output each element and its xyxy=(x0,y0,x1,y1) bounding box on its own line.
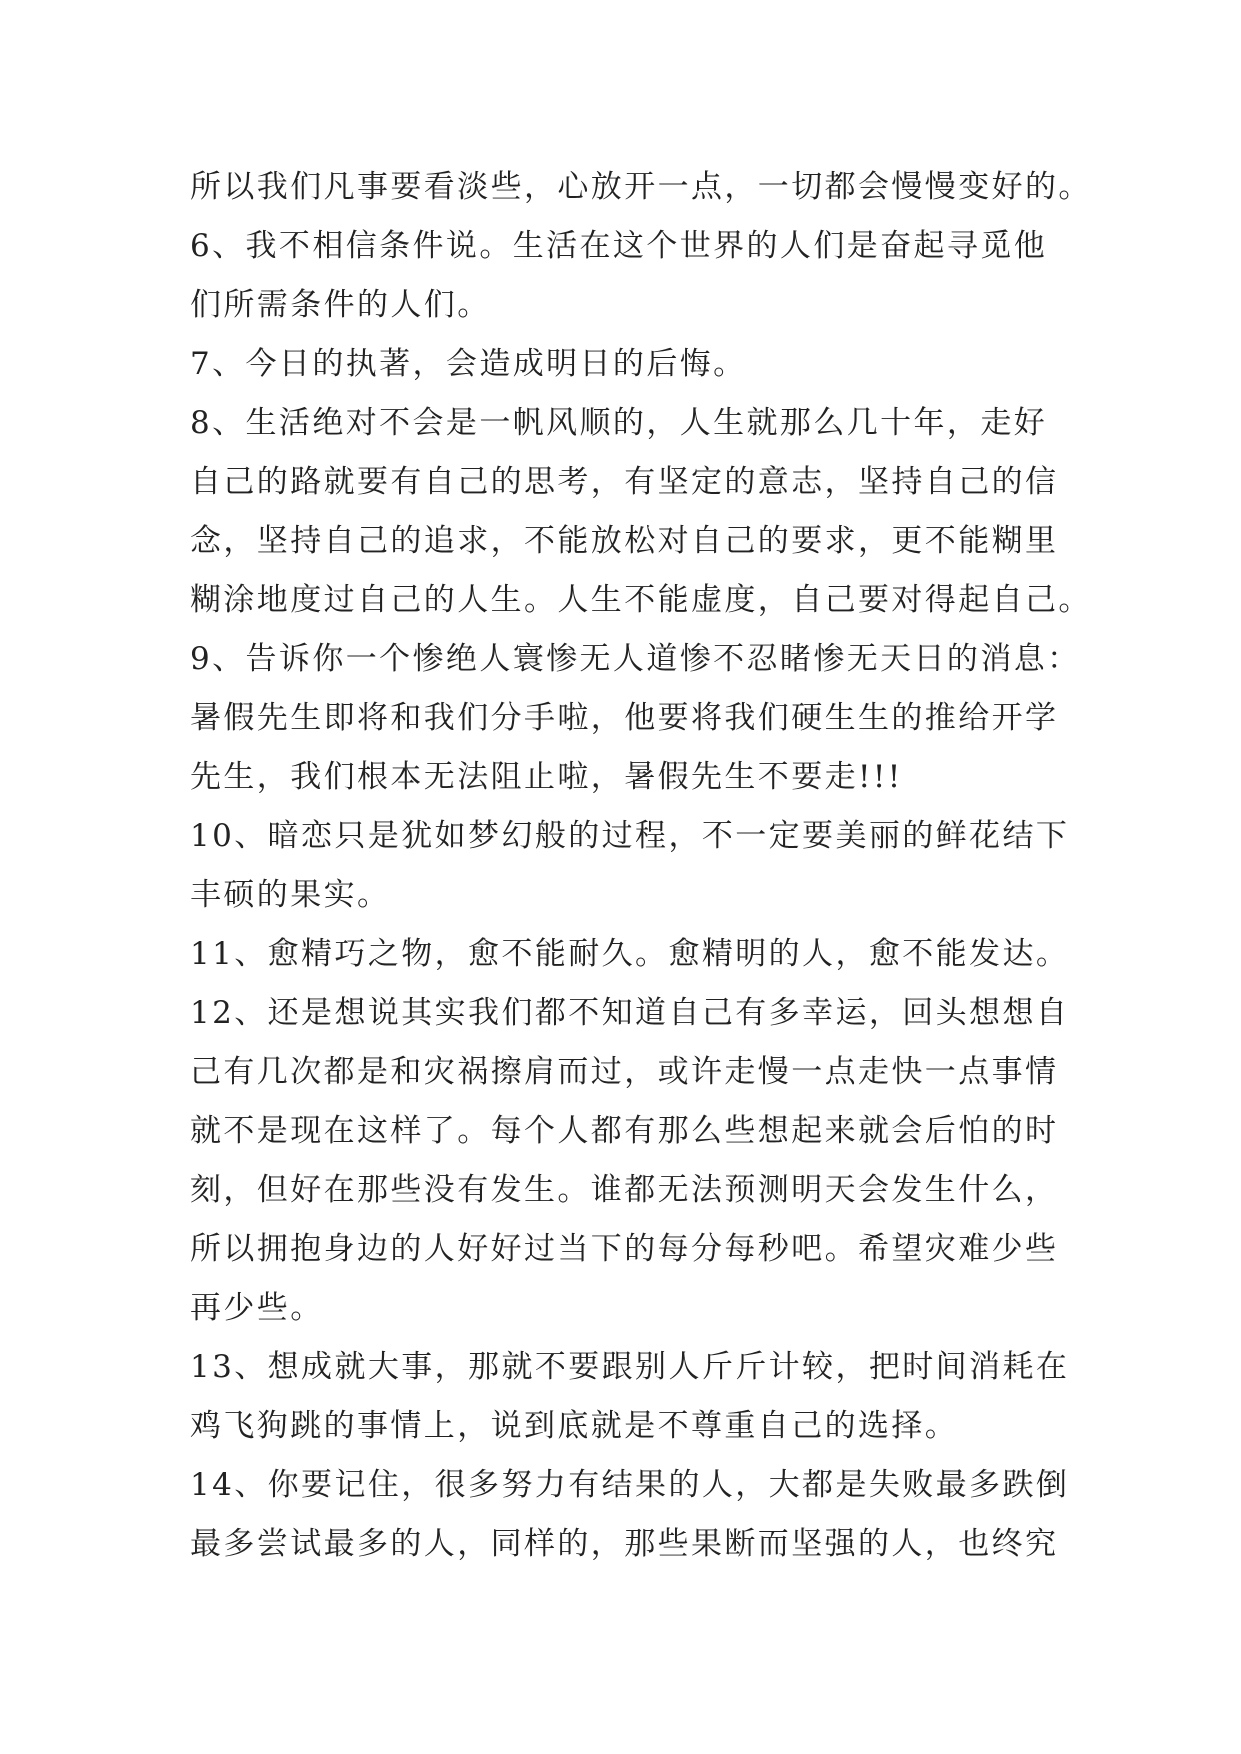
text-line: 14、你要记住，很多努力有结果的人，大都是失败最多跌倒 xyxy=(190,1467,1070,1503)
document-body xyxy=(190,158,1092,1574)
text-line: 所以我们凡事要看淡些，心放开一点，一切都会慢慢变好的。 xyxy=(190,169,1092,205)
text-line: 暑假先生即将和我们分手啦，他要将我们硬生生的推给开学 xyxy=(190,700,1059,736)
text-line: 们所需条件的人们。 xyxy=(190,287,491,323)
text-line: 丰硕的果实。 xyxy=(190,877,391,913)
text-line: 己有几次都是和灾祸擦肩而过，或许走慢一点走快一点事情 xyxy=(190,1054,1059,1090)
text-line: 念，坚持自己的追求，不能放松对自己的要求，更不能糊里 xyxy=(190,523,1059,559)
text-line: 10、暗恋只是犹如梦幻般的过程，不一定要美丽的鲜花结下 xyxy=(190,818,1070,854)
text-line: 就不是现在这样了。每个人都有那么些想起来就会后怕的时 xyxy=(190,1113,1059,1149)
text-line: 再少些。 xyxy=(190,1290,324,1326)
text-line: 12、还是想说其实我们都不知道自己有多幸运，回头想想自 xyxy=(190,995,1070,1031)
text-line: 所以拥抱身边的人好好过当下的每分每秒吧。希望灾难少些 xyxy=(190,1231,1059,1267)
text-line: 9、告诉你一个惨绝人寰惨无人道惨不忍睹惨无天日的消息： xyxy=(190,641,1081,677)
text-line: 最多尝试最多的人，同样的，那些果断而坚强的人，也终究 xyxy=(190,1526,1059,1562)
text-line: 7、今日的执著，会造成明日的后悔。 xyxy=(190,346,747,382)
text-line: 糊涂地度过自己的人生。人生不能虚度，自己要对得起自己。 xyxy=(190,582,1092,618)
text-line: 13、想成就大事，那就不要跟别人斤斤计较，把时间消耗在 xyxy=(190,1349,1070,1385)
text-line: 11、愈精巧之物，愈不能耐久。愈精明的人，愈不能发达。 xyxy=(190,936,1070,972)
text-line: 8、生活绝对不会是一帆风顺的，人生就那么几十年，走好 xyxy=(190,405,1048,441)
text-line: 刻，但好在那些没有发生。谁都无法预测明天会发生什么， xyxy=(190,1172,1059,1208)
text-line: 先生，我们根本无法阻止啦，暑假先生不要走!!! xyxy=(190,759,903,795)
text-line: 自己的路就要有自己的思考，有坚定的意志，坚持自己的信 xyxy=(190,464,1059,500)
text-line: 鸡飞狗跳的事情上，说到底就是不尊重自己的选择。 xyxy=(190,1408,959,1444)
text-line: 6、我不相信条件说。生活在这个世界的人们是奋起寻觅他 xyxy=(190,228,1048,264)
